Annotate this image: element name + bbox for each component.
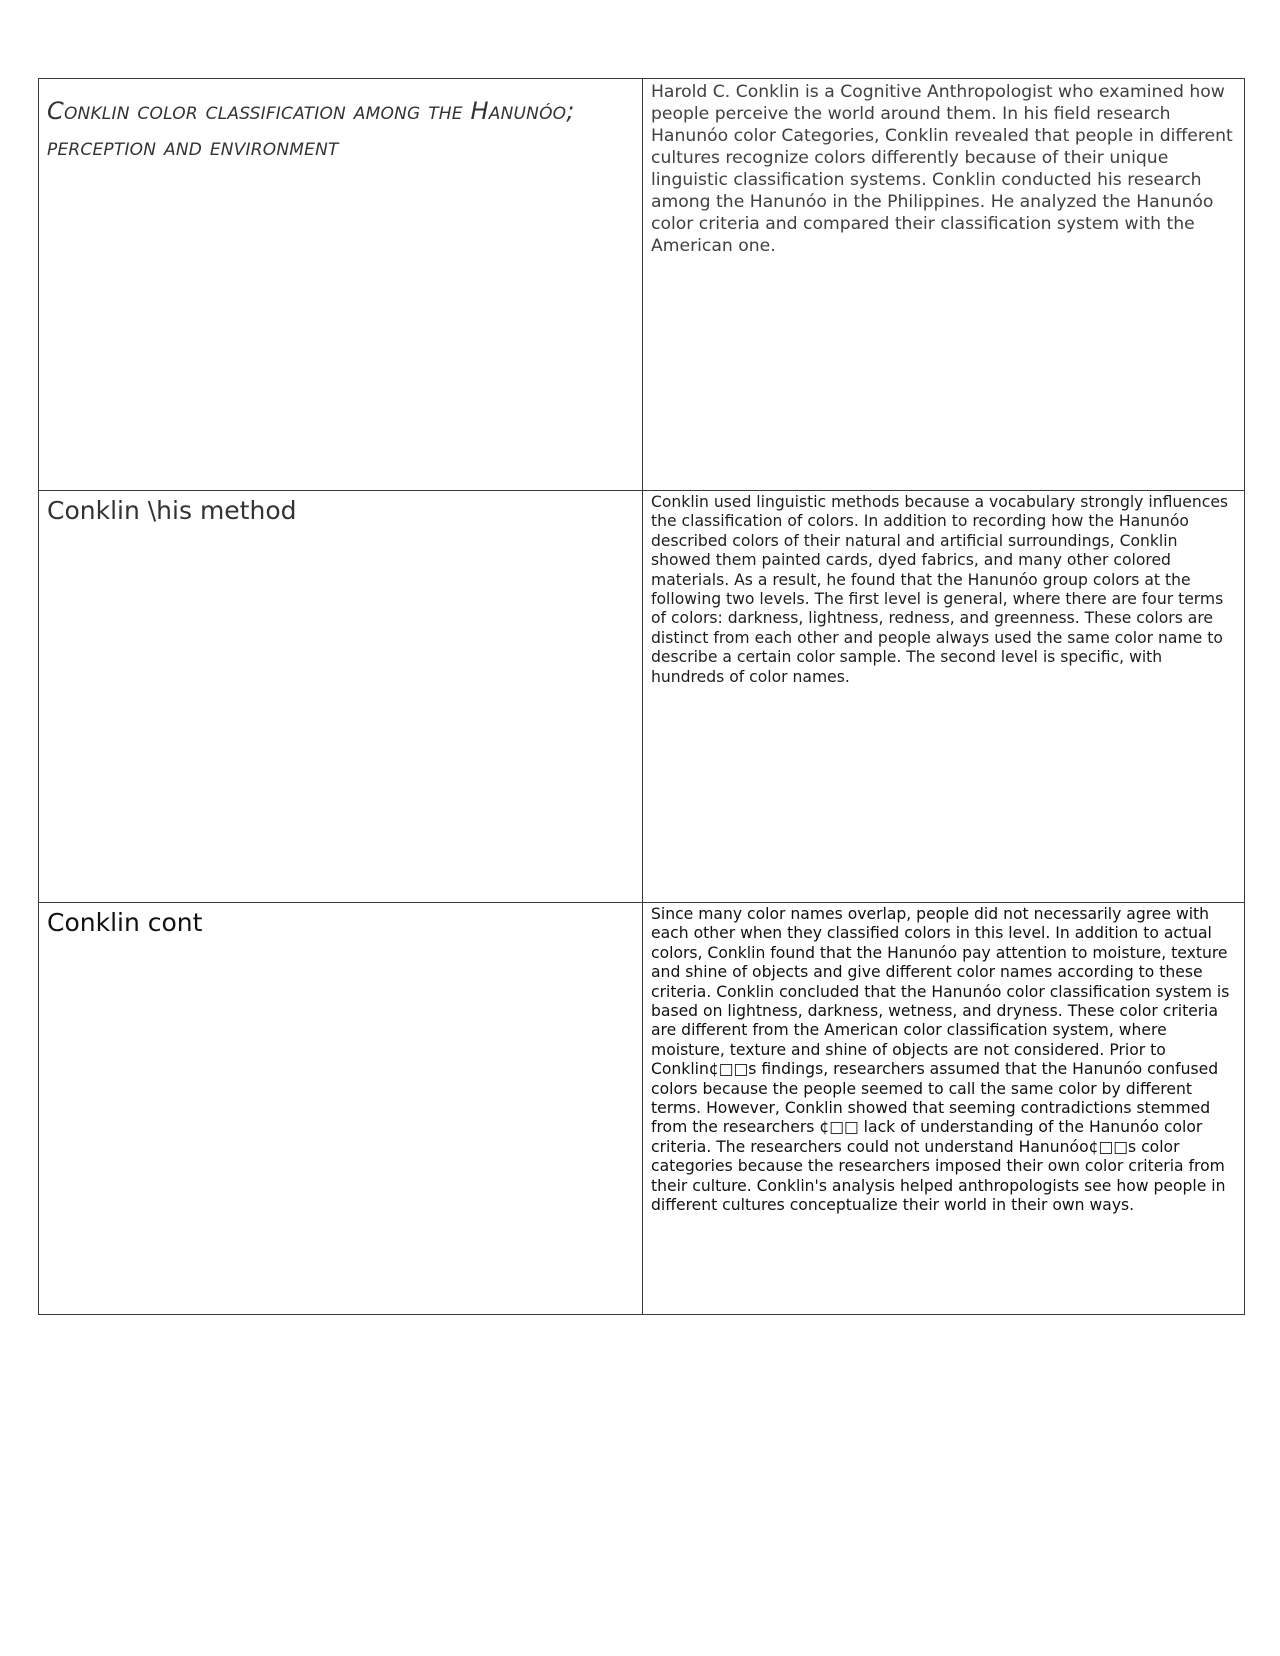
definition-cell [643, 491, 1245, 903]
flashcard-row [39, 491, 1245, 903]
card-definition: Harold C. Conklin is a Cognitive Anthropologist who examined how people perceive the world around them. In his field research Hanunóo color Categories, Conklin revealed that people in different cultures recognize colors differently because of their unique linguistic classification systems. Conklin conducted his research among the Hanunóo in the Philippines. He analyzed the Hanunóo color criteria and compared their classification system with the American one. [651, 82, 1233, 256]
definition-cell [643, 79, 1245, 491]
card-term: Conklin color classification among the Hanunóo; perception and environment [47, 97, 575, 161]
card-definition: Since many color names overlap, people did not necessarily agree with each other when they classified colors in this level. In addition to actual colors, Conklin found that the Hanunóo pay attention to moisture, texture and shine of objects and give different color names according to these criteria. Conklin concluded that the Hanunóo color classification system is based on lightness, darkness, wetness, and dryness. These color criteria are different from the American color classification system, where moisture, texture and shine of objects are not considered. Prior to Conklin¢□□s findings, researchers assumed that the Hanunóo confused colors because the people seemed to call the same color by different terms. However, Conklin showed that seeming contradictions stemmed from the researchers ¢□□ lack of understanding of the Hanunóo color criteria. The researchers could not understand Hanunóo¢□□s color categories because the researchers imposed their own color criteria from their culture. Conklin's analysis helped anthropologists see how people in different cultures conceptualize their world in their own ways. [651, 905, 1230, 1215]
card-term: Conklin \his method [47, 496, 297, 525]
flashcard-row [39, 903, 1245, 1315]
term-cell [39, 903, 643, 1315]
term-cell [39, 79, 643, 491]
card-definition: Conklin used linguistic methods because a vocabulary strongly influences the classification of colors. In addition to recording how the Hanunóo described colors of their natural and artificial surroundings, Conklin showed them painted cards, dyed fabrics, and many other colored materials. As a result, he found that the Hanunóo group colors at the following two levels. The first level is general, where there are four terms of colors: darkness, lightness, redness, and greenness. These colors are distinct from each other and people always used the same color name to describe a certain color sample. The second level is specific, with hundreds of color names. [651, 493, 1229, 686]
flashcard-table [38, 78, 1245, 1315]
flashcard-row [39, 79, 1245, 491]
card-term: Conklin cont [47, 908, 203, 937]
term-cell [39, 491, 643, 903]
definition-cell [643, 903, 1245, 1315]
